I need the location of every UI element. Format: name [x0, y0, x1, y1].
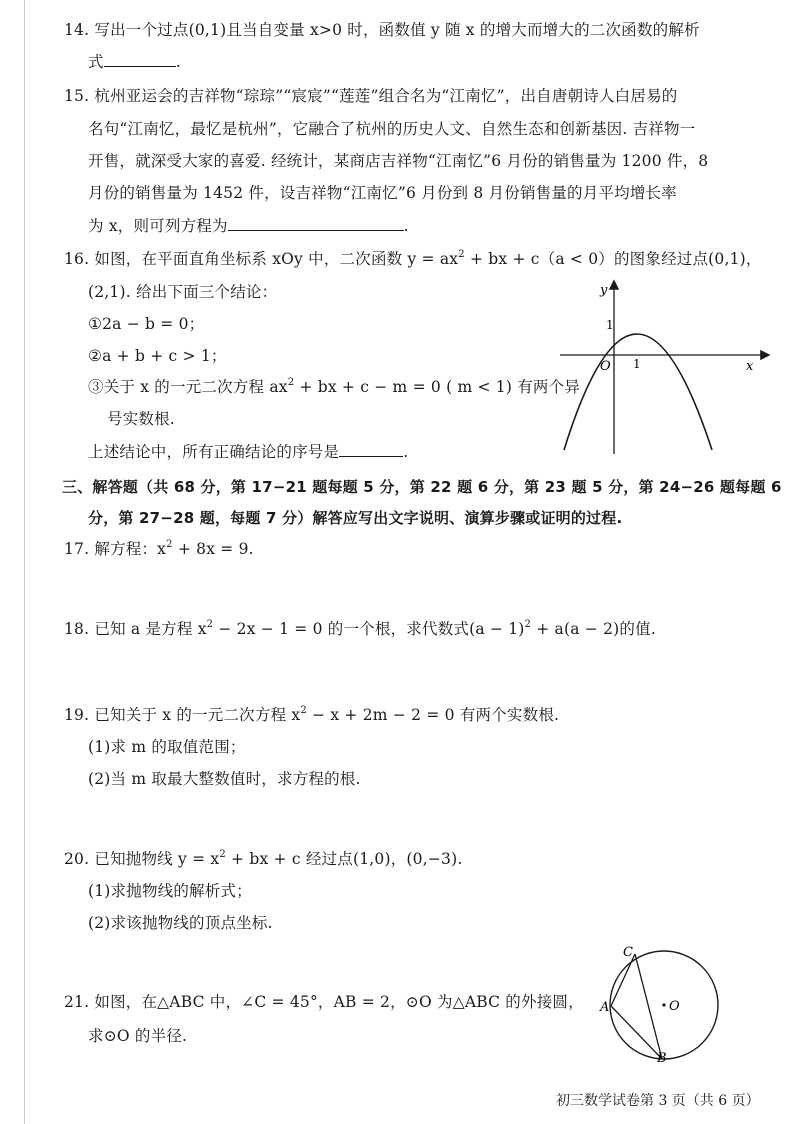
x-label: x: [746, 359, 754, 374]
y-tick-1: 1: [606, 318, 614, 332]
section3-heading-line1: 三、解答题（共 68 分，第 17−21 题每题 5 分，第 22 题 6 分，第 23 题 5 分，第 24−26 题每题 6: [62, 478, 782, 496]
q14-line1: 14. 写出一个过点(0,1)且当自变量 x>0 时，函数值 y 随 x 的增大而增大的二次函数的解析: [64, 21, 700, 39]
q14-end: .: [175, 53, 181, 71]
parabola-curve: [564, 334, 712, 450]
q16-c3-a: ③关于 x 的一元二次方程 ax: [88, 378, 288, 396]
q20-part1: (1)求抛物线的解析式；: [88, 882, 252, 900]
q17-a: 17. 解方程：x: [64, 540, 167, 558]
q16-end: .: [403, 443, 409, 461]
x-tick-1: 1: [633, 357, 641, 371]
y-label: y: [600, 283, 608, 298]
q16-line2: (2,1). 给出下面三个结论：: [88, 283, 278, 301]
section3-heading-line2: 分，第 27−28 题，每题 7 分）解答应写出文字说明、演算步骤或证明的过程.: [88, 509, 623, 527]
label-O: O: [669, 999, 680, 1014]
q19-part1: (1)求 m 的取值范围；: [88, 738, 246, 756]
q16-conclusion-3-cont: 号实数根.: [107, 410, 175, 428]
q16-c3-sup: 2: [287, 377, 295, 388]
q21-circle-figure: [594, 942, 734, 1062]
q16-sup: 2: [458, 249, 465, 260]
label-A: A: [600, 1000, 610, 1015]
q15-line3: 开售，就深受大家的喜爱. 经统计，某商店吉祥物“江南忆”6 月份的销售量为 1200 件，8: [88, 152, 709, 170]
origin-label: O: [600, 359, 611, 374]
q16-c3-b: + bx + c − m = 0 ( m < 1) 有两个异: [294, 378, 581, 396]
q21-line1: 21. 如图，在△ABC 中，∠C = 45°，AB = 2，⊙O 为△ABC 的外接圆，: [64, 993, 584, 1011]
q15-line4: 月份的销售量为 1452 件，设吉祥物“江南忆”6 月份到 8 月份销售量的月平均增长率: [88, 184, 677, 202]
q20-a: 20. 已知抛物线 y = x: [64, 850, 220, 868]
q14-answer-blank: [104, 51, 176, 67]
q19-sup: 2: [300, 705, 307, 716]
q16-line1: [64, 249, 762, 269]
q16-line1-b: + bx + c（a < 0）的图象经过点(0,1)，: [464, 250, 762, 268]
q19-b: − x + 2m − 2 = 0 有两个实数根.: [306, 706, 560, 724]
side-CB: [635, 954, 662, 1059]
label-C: C: [623, 945, 633, 960]
q18-sup2: 2: [524, 619, 532, 630]
q19-a: 19. 已知关于 x 的一元二次方程 x: [64, 706, 301, 724]
q18-sup1: 2: [206, 619, 214, 630]
q18-c: + a(a − 2)的值.: [531, 620, 656, 638]
side-AC: [611, 954, 635, 1006]
q16-conclusion-1: ①2a − b = 0；: [88, 315, 205, 333]
q16-conclusion-3: [88, 377, 580, 397]
q15-answer-blank: [228, 215, 404, 231]
q18-a: 18. 已知 a 是方程 x: [64, 620, 207, 638]
label-B: B: [657, 1051, 667, 1062]
q16-ask-text: 上述结论中，所有正确结论的序号是: [88, 443, 340, 461]
binding-margin-line: [24, 0, 25, 1124]
q14-line2: [88, 51, 181, 72]
q16-answer-blank: [339, 441, 403, 457]
q17: [64, 539, 254, 559]
q19: [64, 705, 559, 725]
q20-b: + bx + c 经过点(1,0)，(0,−3).: [225, 850, 463, 868]
q18: [64, 619, 656, 639]
q20: [64, 849, 462, 869]
q15-line2: 名句“江南忆，最忆是杭州”，它融合了杭州的历史人文、自然生态和创新基因. 吉祥物一: [88, 120, 696, 138]
q20-part2: (2)求该抛物线的顶点坐标.: [88, 914, 273, 932]
q16-conclusion-2: ②a + b + c > 1；: [88, 347, 227, 365]
q16-line1-a: 16. 如图，在平面直角坐标系 xOy 中，二次函数 y = ax: [64, 250, 459, 268]
q16-ask: [88, 441, 408, 462]
q16-parabola-graph: [556, 278, 772, 456]
q14-line2-text: 式: [88, 53, 104, 71]
q18-b: − 2x − 1 = 0 的一个根，求代数式(a − 1): [213, 620, 525, 638]
q17-sup: 2: [166, 539, 173, 550]
q21-line2: 求⊙O 的半径.: [88, 1027, 188, 1045]
page-footer: 初三数学试卷第 3 页（共 6 页）: [556, 1093, 760, 1109]
q15-line5-text: 为 x，则可列方程为: [88, 217, 228, 235]
q20-sup: 2: [219, 849, 226, 860]
q15-line1: 15. 杭州亚运会的吉祥物“琮琮”“宸宸”“莲莲”组合名为“江南忆”，出自唐朝诗人白居易的: [64, 87, 678, 105]
q15-line5: [88, 215, 409, 236]
center-point: [662, 1003, 665, 1006]
q17-b: + 8x = 9.: [172, 540, 254, 558]
q15-end: .: [403, 217, 409, 235]
q19-part2: (2)当 m 取最大整数值时，求方程的根.: [88, 770, 361, 788]
